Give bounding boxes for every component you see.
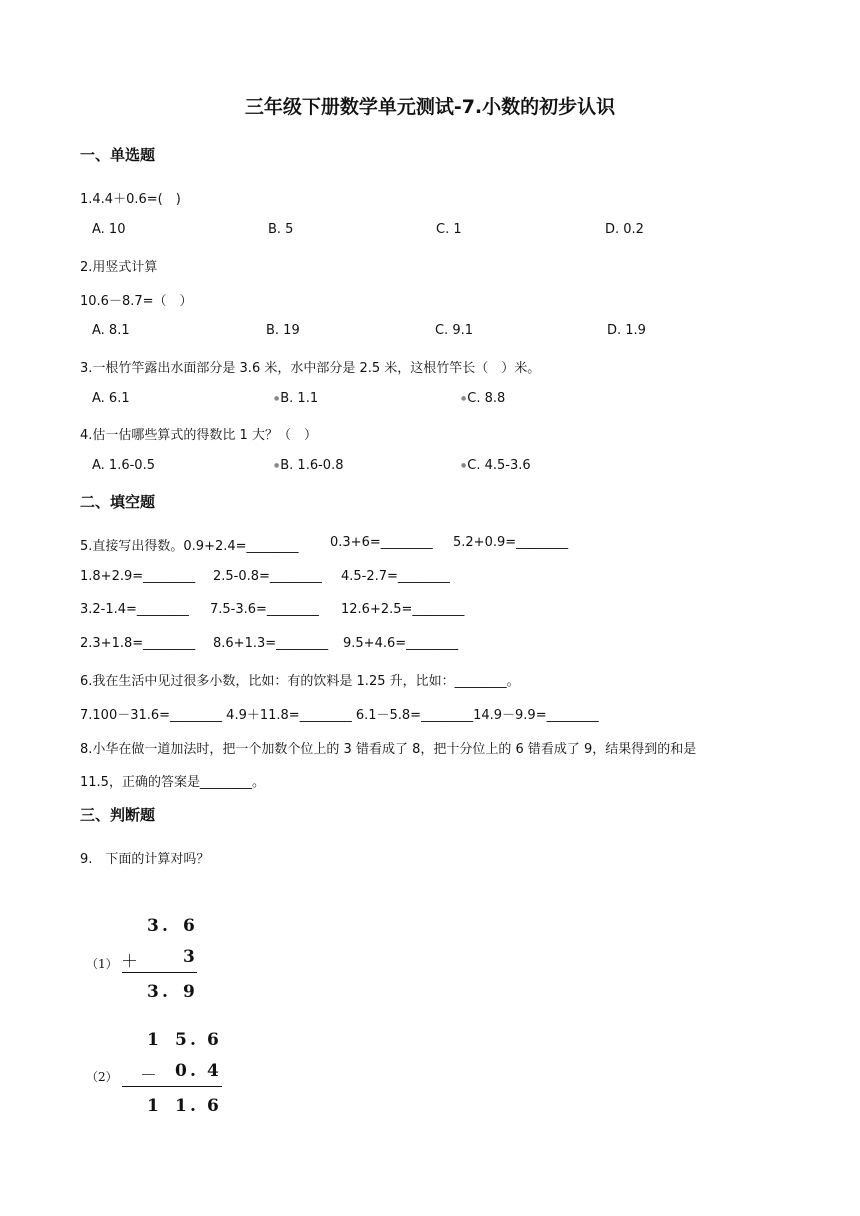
section-heading-judge: 三、判断题 (80, 806, 156, 824)
calc2-subtrahend-digit: 4 (207, 1061, 219, 1081)
question-2-expression: 10.6－8.7=（ ） (80, 294, 193, 309)
q5-row3-item2: 7.5-3.6=________ (210, 602, 319, 617)
q5-row1-item3: 5.2+0.9=________ (453, 535, 569, 550)
calc2-operator: － (140, 1066, 157, 1086)
calc2-top-digit: 1 (147, 1030, 159, 1050)
q5-row2-item1: 1.8+2.9=________ (80, 569, 196, 584)
calc1-result-digit: 9 (183, 982, 195, 1002)
calc2-result-point: . (190, 1096, 196, 1116)
q5-row4-item1: 2.3+1.8=________ (80, 636, 196, 651)
bullet-dot-icon: ● (274, 462, 280, 469)
q4-option-b-label: B. 1.6-0.8 (280, 458, 344, 473)
calc1-label: （1） (86, 957, 118, 971)
q1-option-d[interactable]: D. 0.2 (605, 222, 644, 237)
calc1-top-digit: 3 (147, 916, 159, 936)
calc1-addend: 3 (183, 947, 195, 967)
q3-option-c[interactable] (461, 391, 505, 406)
calc2-label: （2） (86, 1070, 118, 1084)
q1-option-c[interactable]: C. 1 (436, 222, 462, 237)
calc2-subtrahend-point: . (190, 1061, 196, 1081)
q3-option-b-label: B. 1.1 (280, 391, 319, 406)
q1-option-a[interactable]: A. 10 (92, 222, 126, 237)
q5-row1-item2: 0.3+6=________ (330, 535, 433, 550)
question-6-text: 6.我在生活中见过很多小数，比如：有的饮料是 1.25 升，比如：________。 (80, 674, 520, 689)
question-2-text: 2.用竖式计算 (80, 260, 158, 275)
calc2-top-digit: 6 (207, 1030, 219, 1050)
calc2-result-digit: 1 (175, 1096, 187, 1116)
q1-option-b[interactable]: B. 5 (268, 222, 294, 237)
q3-option-a[interactable]: A. 6.1 (92, 391, 130, 406)
q5-row2-item2: 2.5-0.8=________ (213, 569, 322, 584)
bullet-dot-icon: ● (461, 462, 467, 469)
question-9-text: 9. 下面的计算对吗？ (80, 852, 210, 867)
bullet-dot-icon: ● (274, 395, 280, 402)
calc2-underline (122, 1086, 222, 1087)
question-1-text: 1.4.4＋0.6=( ) (80, 192, 181, 207)
calc1-result-point: . (162, 982, 168, 1002)
q5-row2-item3: 4.5-2.7=________ (341, 569, 450, 584)
q2-option-a[interactable]: A. 8.1 (92, 323, 130, 338)
q2-option-c[interactable]: C. 9.1 (435, 323, 474, 338)
calc2-top-digit: 5 (175, 1030, 187, 1050)
q5-row3-item1: 3.2-1.4=________ (80, 602, 189, 617)
calc1-operator: ＋ (121, 952, 138, 972)
calc2-subtrahend-digit: 0 (175, 1061, 187, 1081)
section-heading-single-choice: 一、单选题 (80, 146, 156, 164)
question-8-line1: 8.小华在做一道加法时，把一个加数个位上的 3 错看成了 8，把十分位上的 6 错看成了 9，结果得到的和是 (80, 742, 697, 757)
q2-option-d[interactable]: D. 1.9 (607, 323, 646, 338)
calc2-result-digit: 6 (207, 1096, 219, 1116)
q4-option-c-label: C. 4.5-3.6 (467, 458, 531, 473)
q4-option-a[interactable]: A. 1.6-0.5 (92, 458, 155, 473)
q3-option-b[interactable] (274, 391, 318, 406)
section-heading-fill-blank: 二、填空题 (80, 493, 156, 511)
calc2-result-digit: 1 (147, 1096, 159, 1116)
calc1-result-digit: 3 (147, 982, 159, 1002)
page-title: 三年级下册数学单元测试-7.小数的初步认识 (244, 96, 616, 118)
question-4-text: 4.估一估哪些算式的得数比 1 大？（ ） (80, 428, 317, 443)
q3-option-c-label: C. 8.8 (467, 391, 506, 406)
calc1-top-point: . (162, 916, 168, 936)
q5-row4-item2: 8.6+1.3=________ (213, 636, 329, 651)
calc1-top-digit: 6 (183, 916, 195, 936)
question-7-text: 7.100－31.6=________ 4.9＋11.8=________ 6.1－5.8=________14.9－9.9=________ (80, 708, 599, 723)
q4-option-b[interactable] (274, 458, 343, 473)
question-3-text: 3.一根竹竿露出水面部分是 3.6 米，水中部分是 2.5 米，这根竹竿长（ ）米。 (80, 361, 541, 376)
q5-row1-item1: 5.直接写出得数。0.9+2.4=________ (80, 539, 299, 554)
q2-option-b[interactable]: B. 19 (266, 323, 300, 338)
question-8-line2: 11.5，正确的答案是________。 (80, 775, 265, 790)
q4-option-c[interactable] (461, 458, 531, 473)
q5-row4-item3: 9.5+4.6=________ (343, 636, 459, 651)
calc2-top-point: . (190, 1030, 196, 1050)
calc1-underline (122, 972, 197, 973)
bullet-dot-icon: ● (461, 395, 467, 402)
q5-row3-item3: 12.6+2.5=________ (341, 602, 465, 617)
